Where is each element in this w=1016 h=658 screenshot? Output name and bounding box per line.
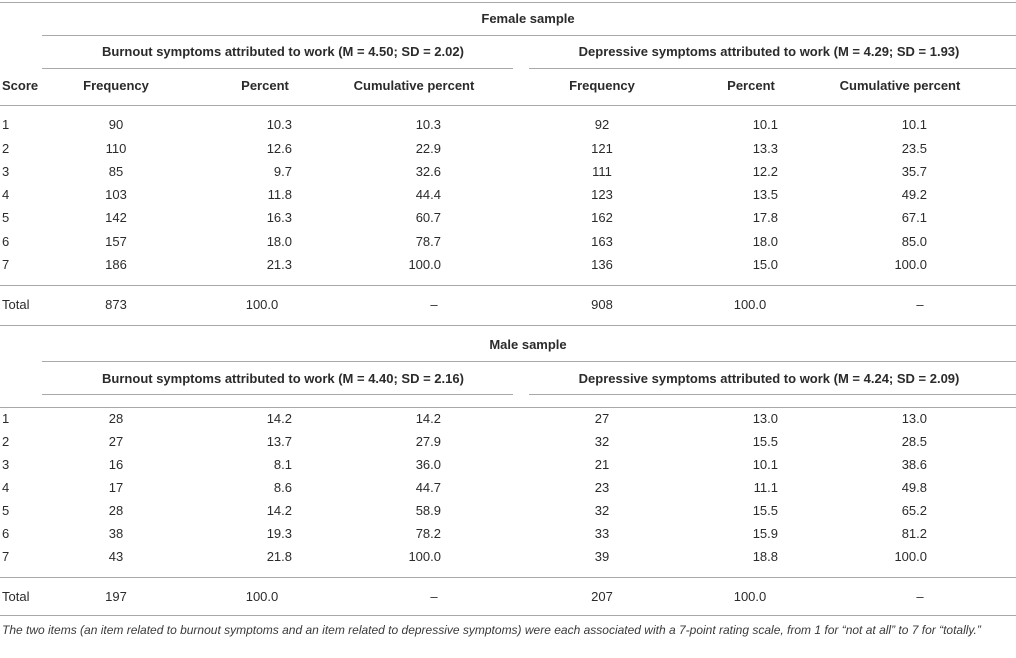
score-cell: 1	[2, 411, 10, 426]
male-total-rule	[0, 577, 1016, 578]
burnout-frequency-cell: 27	[108, 434, 124, 449]
depressive-percent-cell: 11.1	[753, 480, 778, 495]
female-depressive-header: Depressive symptoms attributed to work (M = 4.29; SD = 1.93)	[578, 44, 960, 59]
depressive-frequency-cell: 136	[591, 257, 613, 272]
depressive-percent-cell: 15.0	[752, 257, 778, 272]
burnout-cumulative-cell: 58.9	[415, 503, 441, 518]
depressive-frequency-cell: 163	[591, 234, 613, 249]
female-depressive-rule	[529, 68, 1016, 69]
depressive-cumulative-cell: 49.8	[901, 480, 927, 495]
burnout-frequency-header: Frequency	[83, 78, 149, 93]
depressive-cumulative-cell: 65.2	[901, 503, 927, 518]
depressive-frequency-cell: 21	[594, 457, 610, 472]
burnout-percent-cell: 21.8	[266, 549, 292, 564]
total-depressive-cumulative-cell: –	[916, 589, 924, 604]
male-burnout-rule	[42, 394, 513, 395]
burnout-frequency-cell: 186	[105, 257, 127, 272]
score-cell: 4	[2, 480, 10, 495]
table-bottom-rule	[0, 615, 1016, 616]
score-cell: 7	[2, 549, 10, 564]
total-label: Total	[2, 589, 30, 604]
depressive-percent-cell: 15.5	[752, 503, 778, 518]
score-cell: 2	[2, 141, 10, 156]
score-cell: 5	[2, 503, 10, 518]
depressive-percent-cell: 15.5	[752, 434, 778, 449]
depressive-percent-cell: 13.5	[752, 187, 778, 202]
total-burnout-frequency-cell: 197	[105, 589, 127, 604]
burnout-percent-cell: 14.2	[266, 503, 292, 518]
depressive-cumulative-cell: 67.1	[901, 210, 927, 225]
depressive-frequency-cell: 27	[594, 411, 610, 426]
male-header-rule	[0, 407, 1016, 408]
burnout-cumulative-cell: 10.3	[415, 117, 441, 132]
total-label: Total	[2, 297, 30, 312]
burnout-percent-cell: 14.2	[266, 411, 292, 426]
total-burnout-percent-cell: 100.0	[245, 589, 279, 604]
burnout-frequency-cell: 90	[108, 117, 124, 132]
burnout-cumulative-cell: 60.7	[415, 210, 441, 225]
table-footnote: The two items (an item related to burnout symptoms and an item related to depressive symptoms) were each associated with a 7-point rating scale, from 1 for “not at all” to 7 for “totally.”	[2, 623, 981, 637]
burnout-frequency-cell: 38	[108, 526, 124, 541]
table-top-rule	[0, 2, 1016, 3]
burnout-frequency-cell: 142	[105, 210, 127, 225]
total-depressive-percent-cell: 100.0	[733, 297, 767, 312]
burnout-percent-cell: 16.3	[266, 210, 292, 225]
total-burnout-cumulative-cell: –	[430, 589, 438, 604]
depressive-frequency-cell: 92	[594, 117, 610, 132]
depressive-frequency-cell: 32	[594, 434, 610, 449]
burnout-percent-header: Percent	[241, 78, 289, 93]
burnout-frequency-cell: 85	[108, 164, 124, 179]
score-cell: 3	[2, 457, 10, 472]
male-burnout-header: Burnout symptoms attributed to work (M = 4.40; SD = 2.16)	[102, 371, 464, 386]
depressive-percent-cell: 10.1	[752, 457, 778, 472]
depressive-frequency-cell: 33	[594, 526, 610, 541]
depressive-cumulative-cell: 100.0	[894, 257, 927, 272]
depressive-cumulative-cell: 49.2	[901, 187, 927, 202]
depressive-frequency-cell: 162	[591, 210, 613, 225]
depressive-cumulative-cell: 38.6	[901, 457, 927, 472]
female-burnout-rule	[42, 68, 513, 69]
burnout-cumulative-cell: 44.4	[415, 187, 441, 202]
burnout-cumulative-header: Cumulative percent	[353, 78, 475, 93]
female-sample-title: Female sample	[481, 11, 575, 26]
depressive-percent-cell: 18.8	[752, 549, 778, 564]
burnout-frequency-cell: 43	[108, 549, 124, 564]
total-burnout-cumulative-cell: –	[430, 297, 438, 312]
depressive-percent-cell: 12.2	[752, 164, 778, 179]
burnout-percent-cell: 8.1	[273, 457, 292, 472]
burnout-percent-cell: 8.6	[273, 480, 292, 495]
depressive-cumulative-cell: 85.0	[901, 234, 927, 249]
burnout-cumulative-cell: 78.7	[415, 234, 441, 249]
depressive-frequency-header: Frequency	[569, 78, 635, 93]
score-cell: 1	[2, 117, 10, 132]
male-depressive-header: Depressive symptoms attributed to work (M = 4.24; SD = 2.09)	[578, 371, 960, 386]
depressive-frequency-cell: 23	[594, 480, 610, 495]
depressive-cumulative-cell: 23.5	[901, 141, 927, 156]
male-depressive-rule	[529, 394, 1016, 395]
burnout-percent-cell: 11.8	[267, 187, 292, 202]
score-cell: 6	[2, 234, 10, 249]
burnout-cumulative-cell: 27.9	[415, 434, 441, 449]
depressive-cumulative-cell: 100.0	[894, 549, 927, 564]
total-burnout-percent-cell: 100.0	[245, 297, 279, 312]
score-cell: 7	[2, 257, 10, 272]
score-cell: 3	[2, 164, 10, 179]
total-burnout-frequency-cell: 873	[105, 297, 127, 312]
female-burnout-header: Burnout symptoms attributed to work (M = 4.50; SD = 2.02)	[102, 44, 464, 59]
depressive-percent-header: Percent	[727, 78, 775, 93]
female-header-rule	[0, 105, 1016, 106]
depressive-cumulative-cell: 28.5	[901, 434, 927, 449]
depressive-cumulative-cell: 10.1	[901, 117, 927, 132]
depressive-frequency-cell: 111	[592, 164, 612, 179]
depressive-percent-cell: 17.8	[752, 210, 778, 225]
burnout-cumulative-cell: 100.0	[408, 549, 441, 564]
burnout-cumulative-cell: 36.0	[415, 457, 441, 472]
burnout-cumulative-cell: 22.9	[415, 141, 441, 156]
depressive-percent-cell: 18.0	[752, 234, 778, 249]
burnout-cumulative-cell: 32.6	[415, 164, 441, 179]
depressive-percent-cell: 13.0	[752, 411, 778, 426]
burnout-cumulative-cell: 44.7	[415, 480, 441, 495]
total-depressive-cumulative-cell: –	[916, 297, 924, 312]
depressive-cumulative-header: Cumulative percent	[839, 78, 961, 93]
total-depressive-frequency-cell: 908	[591, 297, 613, 312]
score-cell: 5	[2, 210, 10, 225]
female-total-rule	[0, 285, 1016, 286]
depressive-frequency-cell: 121	[591, 141, 613, 156]
burnout-percent-cell: 19.3	[266, 526, 292, 541]
depressive-frequency-cell: 39	[594, 549, 610, 564]
depressive-cumulative-cell: 35.7	[901, 164, 927, 179]
depressive-percent-cell: 10.1	[752, 117, 778, 132]
burnout-percent-cell: 12.6	[266, 141, 292, 156]
burnout-frequency-cell: 103	[105, 187, 127, 202]
burnout-frequency-cell: 157	[105, 234, 127, 249]
score-cell: 2	[2, 434, 10, 449]
depressive-frequency-cell: 32	[594, 503, 610, 518]
depressive-cumulative-cell: 13.0	[901, 411, 927, 426]
burnout-percent-cell: 10.3	[266, 117, 292, 132]
burnout-percent-cell: 21.3	[266, 257, 292, 272]
burnout-cumulative-cell: 78.2	[415, 526, 441, 541]
burnout-frequency-cell: 110	[105, 141, 127, 156]
burnout-frequency-cell: 28	[108, 411, 124, 426]
score-column-header: Score	[2, 78, 39, 93]
score-cell: 6	[2, 526, 10, 541]
burnout-percent-cell: 18.0	[266, 234, 292, 249]
depressive-percent-cell: 15.9	[752, 526, 778, 541]
burnout-cumulative-cell: 100.0	[408, 257, 441, 272]
female-sample-rule	[42, 35, 1016, 36]
depressive-percent-cell: 13.3	[752, 141, 778, 156]
depressive-cumulative-cell: 81.2	[901, 526, 927, 541]
total-depressive-frequency-cell: 207	[591, 589, 613, 604]
total-depressive-percent-cell: 100.0	[733, 589, 767, 604]
burnout-percent-cell: 9.7	[273, 164, 292, 179]
male-sample-rule	[42, 361, 1016, 362]
burnout-percent-cell: 13.7	[266, 434, 292, 449]
burnout-frequency-cell: 28	[108, 503, 124, 518]
female-bottom-rule	[0, 325, 1016, 326]
score-cell: 4	[2, 187, 10, 202]
male-sample-title: Male sample	[489, 337, 567, 352]
burnout-cumulative-cell: 14.2	[415, 411, 441, 426]
burnout-frequency-cell: 17	[108, 480, 124, 495]
depressive-frequency-cell: 123	[591, 187, 613, 202]
burnout-frequency-cell: 16	[108, 457, 124, 472]
